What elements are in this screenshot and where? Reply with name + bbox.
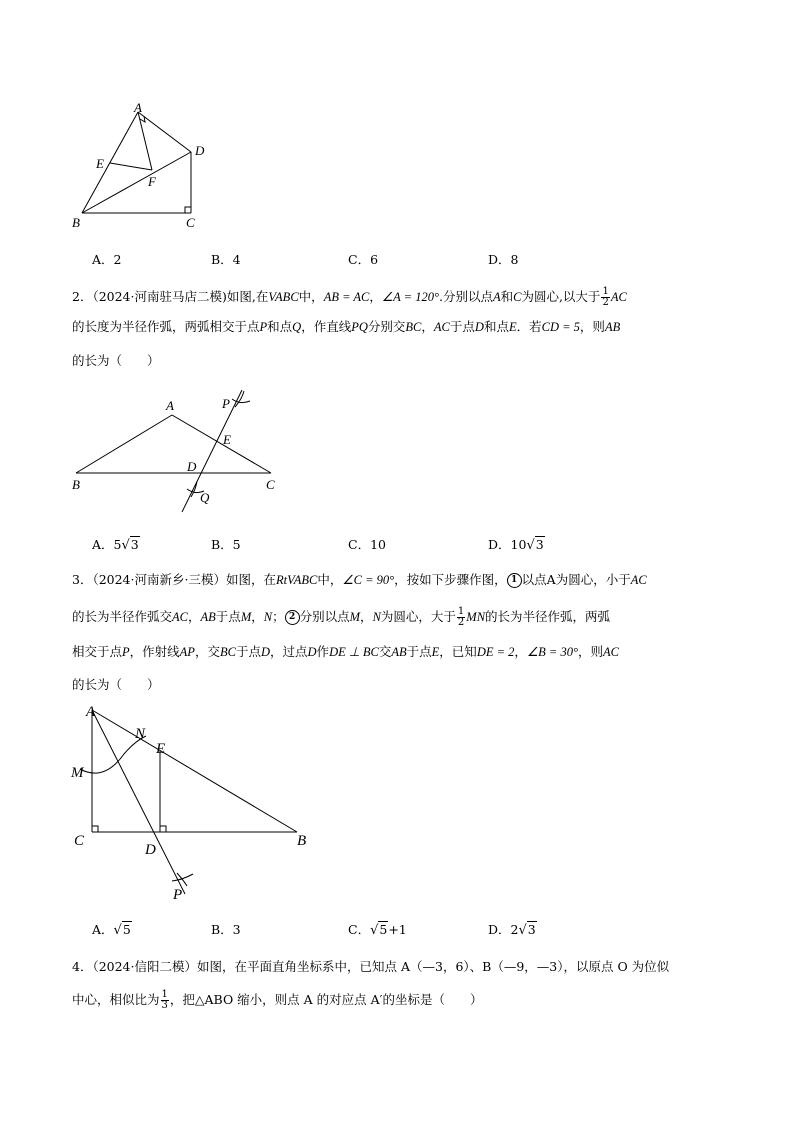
q3-label-a: A [86,704,96,720]
q2-option-a[interactable]: A．5√3 [92,537,139,553]
q2-label-d: D [187,459,197,474]
q3-option-d[interactable]: D．2√3 [488,922,536,938]
q2-label-c: C [266,477,275,492]
q1-label-b: B [72,215,80,230]
q2-label-q: Q [200,490,210,505]
q3-line-2: 的长为半径作弧交AC，AB于点M，N； 2 分别以点M，N为圆心，大于 $\frac{1}{2}$ MN的长为半径作弧，两弧 [72,606,611,628]
q3-label-p: P [173,887,183,903]
q3-fraction: $\frac{1}{2}$ [457,606,465,628]
q3-label-n: N [135,726,146,742]
q3-option-b[interactable]: B．3 [211,922,241,937]
q3-figure [60,696,330,906]
q3-label-d: D [145,842,156,858]
q1-label-c: C [186,215,195,230]
q2-option-b[interactable]: B．5 [211,537,241,552]
q3-option-c[interactable]: C．√5+1 [348,922,407,938]
q4-line-1: 4．（2024·信阳二模）如图，在平面直角坐标系中，已知点 A（—3，6）、B（—9，—3），以原点 O 为位似 [72,959,670,974]
q2-label-p: P [222,396,230,411]
q2-line-3: 的长为（ ） [72,353,160,368]
q3-label-c: C [74,833,85,849]
q3-option-a[interactable]: A．√5 [92,922,131,938]
q1-label-e: E [96,156,104,171]
q2-label-e: E [223,432,231,447]
q3-label-m: M [71,765,84,781]
q4-line-2: 中心，相似比为 $\frac{1}{3}$ ，把△ABO 缩小，则点 A 的对应点 A′的坐标是（ ） [72,989,483,1011]
q1-option-a[interactable]: A．2 [92,252,122,267]
q1-option-c[interactable]: C．6 [348,252,379,267]
q3-line-1: 3．（2024·河南新乡·三模）如图，在RtVABC中，∠C = 90°，按如下步骤作图， 1 以点A为圆心，小于AC [72,572,647,587]
q2-label-a: A [166,398,174,413]
q1-option-b[interactable]: B．4 [211,252,241,267]
q2-option-d[interactable]: D．10√3 [488,537,544,553]
q2-label-b: B [72,477,80,492]
q2-figure [60,385,290,520]
q1-label-d: D [195,143,205,158]
q3-label-e: E [156,741,166,757]
q2-line-2: 的长度为半径作弧，两弧相交于点P和点Q，作直线PQ分别交BC，AC于点D和点E．若CD = 5，则AB [72,319,621,334]
q3-line-3: 相交于点P，作射线AP，交BC于点D，过点D作DE ⊥ BC交AB于点E，已知DE = 2，∠B = 30°，则AC [72,644,619,659]
q3-label-b: B [297,833,307,849]
step-2-badge: 2 [285,610,300,625]
q2-option-c[interactable]: C．10 [348,537,386,552]
q2-fraction: $\frac{1}{2}$ [602,286,609,308]
q2-line-1: 2．（2024·河南驻马店二模)如图,在VABC中，AB = AC，∠A = 120°.分别以点A和C为圆心,以大于 $\frac{1}{2}$ AC [72,286,627,308]
q1-label-f: F [148,174,156,189]
q4-fraction: $\frac{1}{3}$ [161,989,168,1011]
q1-figure [60,100,220,235]
q1-option-d[interactable]: D．8 [488,252,519,267]
q3-line-4: 的长为（ ） [72,677,160,692]
step-1-badge: 1 [507,573,522,588]
q1-label-a: A [134,100,142,115]
